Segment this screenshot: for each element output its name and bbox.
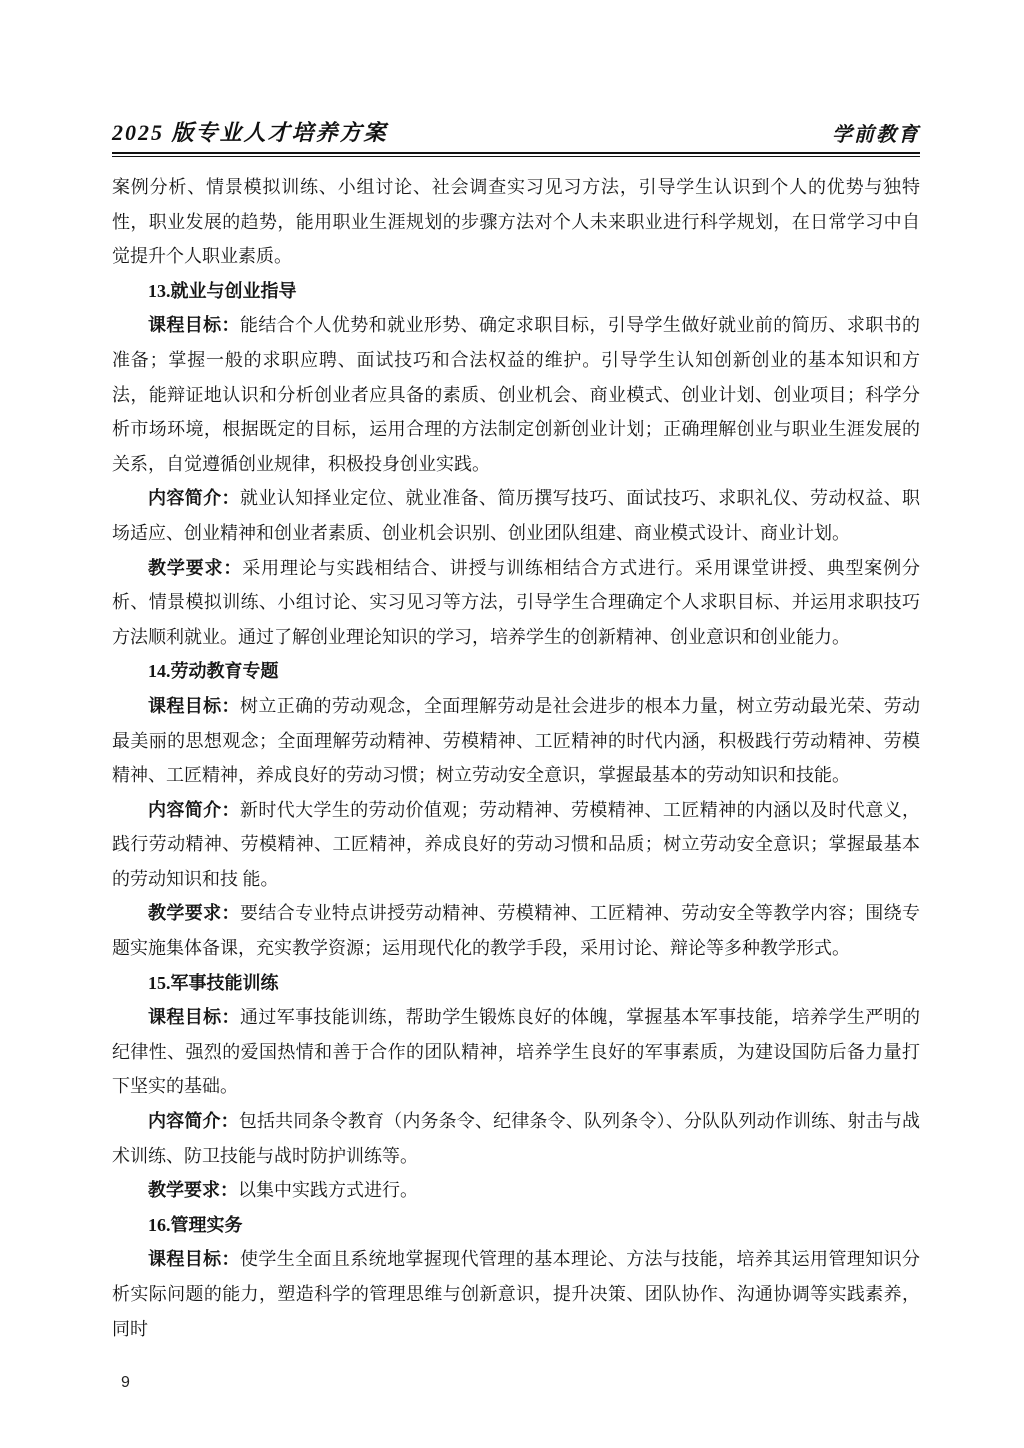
page-header [112,116,920,157]
section-heading-16: 16.管理实务 [148,1214,243,1235]
header-right-title: 学前教育 [832,124,920,146]
teaching-requirement-paragraph-15 [112,1173,920,1208]
teaching-requirement-paragraph-13 [112,551,920,655]
paragraph-label: 教学要求： [148,557,243,578]
paragraph-label: 教学要求： [148,1180,238,1201]
paragraph-label: 课程目标： [148,695,240,716]
paragraph-text: 要结合专业特点讲授劳动精神、劳模精神、工匠精神、劳动安全等教学内容；围绕专题实施集体备课，充实教学资源；运用现代化的教学手段，采用讨论、辩论等多种教学形式。 [112,903,920,959]
paragraph-text: 案例分析、情景模拟训练、小组讨论、社会调查实习见习方法，引导学生认识到个人的优势与独特性，职业发展的趋势，能用职业生涯规划的步骤方法对个人未来职业进行科学规划，在日常学习中自觉提升个人职业素质。 [112,177,920,267]
header-divider [112,152,920,157]
section-heading-13: 13.就业与创业指导 [148,280,297,301]
paragraph-label: 课程目标： [148,1007,240,1028]
paragraph-label: 内容简介： [148,488,240,509]
paragraph-text: 能结合个人优势和就业形势、确定求职目标，引导学生做好就业前的简历、求职书的准备；掌握一般的求职应聘、面试技巧和合法权益的维护。引导学生认知创新创业的基本知识和方法，能辩证地认识和分析创业者应具备的素质、创业机会、商业模式、创业计划、创业项目；科学分析市场环境，根据既定的目标，运用合理的方法制定创新创业计划；正确理解创业与职业生涯发展的关系，自觉遵循创业规律，积极投身创业实践。 [112,315,920,474]
course-goal-paragraph-14 [112,689,920,793]
paragraph-text: 树立正确的劳动观念，全面理解劳动是社会进步的根本力量，树立劳动最光荣、劳动最美丽的思想观念；全面理解劳动精神、劳模精神、工匠精神的时代内涵，积极践行劳动精神、劳模精神、工匠精神，养成良好的劳动习惯；树立劳动安全意识，掌握最基本的劳动知识和技能。 [112,695,920,786]
paragraph-text: 就业认知择业定位、就业准备、简历撰写技巧、面试技巧、求职礼仪、劳动权益、职场适应、创业精神和创业者素质、创业机会识别、创业团队组建、商业模式设计、商业计划。 [112,488,920,543]
section-heading-14: 14.劳动教育专题 [148,661,279,682]
paragraph-text: 采用理论与实践相结合、讲授与训练相结合方式进行。采用课堂讲授、典型案例分析、情景模拟训练、小组讨论、实习见习等方法，引导学生合理确定个人求职目标、并运用求职技巧方法顺利就业。通过了解创业理论知识的学习，培养学生的创新精神、创业意识和创业能力。 [112,557,920,647]
paragraph-text: 以集中实践方式进行。 [238,1180,418,1201]
document-body [112,170,920,1346]
content-intro-paragraph-14 [112,793,920,897]
header-row [112,116,920,147]
paragraph-text: 包括共同条令教育（内务条令、纪律条令、队列条令）、分队队列动作训练、射击与战术训练、防卫技能与战时防护训练等。 [112,1111,921,1166]
content-intro-paragraph-15 [112,1104,920,1173]
paragraph-label: 内容简介： [148,1111,239,1132]
page-number: 9 [121,1374,130,1391]
paragraph-label: 课程目标： [148,1249,240,1270]
continued-paragraph [112,170,920,274]
course-goal-paragraph-13 [112,308,920,481]
paragraph-text: 通过军事技能训练，帮助学生锻炼良好的体魄，掌握基本军事技能，培养学生严明的纪律性、强烈的爱国热情和善于合作的团队精神，培养学生良好的军事素质，为建设国防后备力量打下坚实的基础。 [112,1007,920,1097]
course-goal-paragraph-16 [112,1242,920,1346]
content-intro-paragraph-13 [112,481,920,550]
section-heading-15: 15.军事技能训练 [148,972,279,993]
paragraph-label: 课程目标： [148,315,240,336]
paragraph-text: 新时代大学生的劳动价值观；劳动精神、劳模精神、工匠精神的内涵以及时代意义，践行劳动精神、劳模精神、工匠精神，养成良好的劳动习惯和品质；树立劳动安全意识；掌握最基本的劳动知识和技 能。 [112,799,920,889]
paragraph-label: 教学要求： [148,903,240,924]
course-goal-paragraph-15 [112,1000,920,1104]
teaching-requirement-paragraph-14 [112,896,920,965]
paragraph-label: 内容简介： [148,799,240,820]
header-left-title: 2025 版专业人才培养方案 [112,120,388,145]
paragraph-text: 使学生全面且系统地掌握现代管理的基本理论、方法与技能，培养其运用管理知识分析实际问题的能力，塑造科学的管理思维与创新意识，提升决策、团队协作、沟通协调等实践素养，同时 [112,1249,920,1339]
